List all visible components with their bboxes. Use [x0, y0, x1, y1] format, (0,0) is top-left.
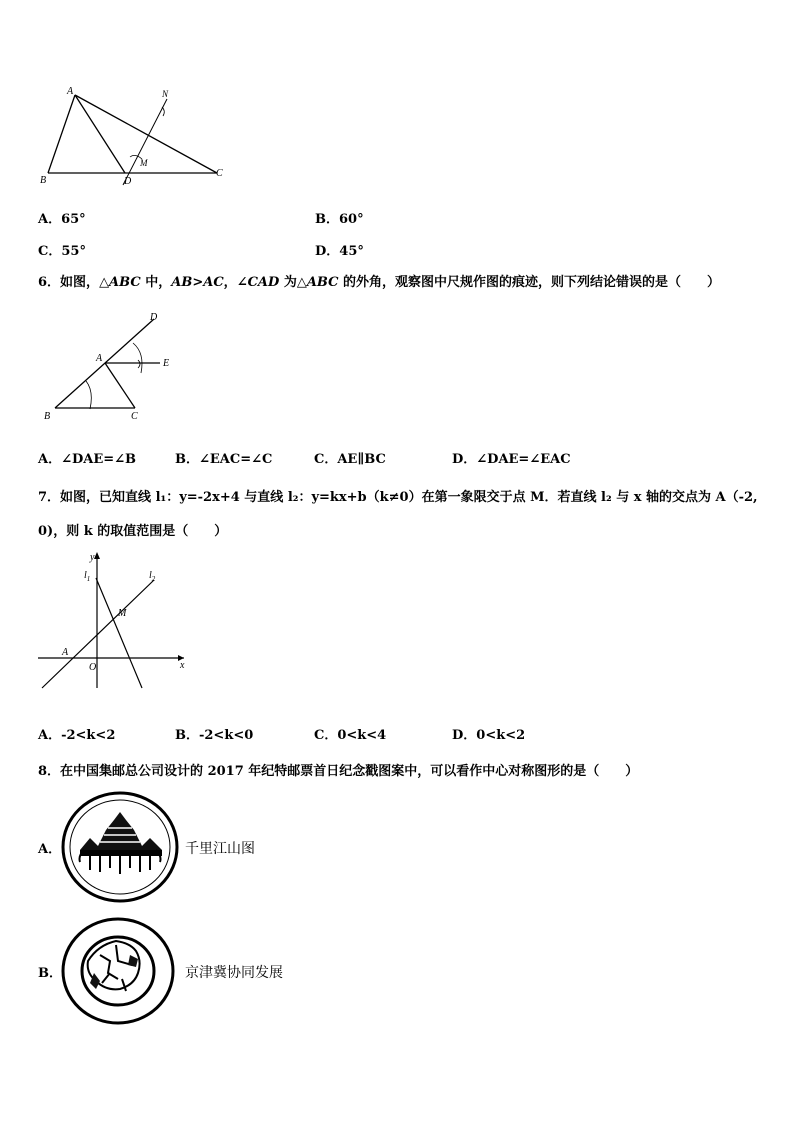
- q7-stem-line1: 7．如图，已知直线 l₁：y=-2x+4 与直线 l₂：y=kx+b（k≠0）在第一象限交于点 M．若直线 l₂ 与 x 轴的交点为 A（-2,: [38, 490, 758, 505]
- q6-option-d[interactable]: D．∠DAE=∠EAC: [452, 452, 571, 467]
- q6-stem-mid3: 为: [279, 275, 297, 290]
- q5-option-d[interactable]: D．45°: [315, 244, 364, 259]
- q7-figure: [34, 548, 194, 693]
- q5-figure: [35, 85, 235, 190]
- q8-option-a-label[interactable]: A．: [38, 842, 62, 857]
- fig6-label-c: C: [131, 411, 138, 422]
- q7-option-b[interactable]: B．-2<k<0: [175, 728, 254, 743]
- q8-stamp-b[interactable]: [60, 915, 180, 1030]
- q6-stem: [38, 271, 720, 290]
- q6-stem-angle: ∠CAD: [236, 275, 280, 290]
- q5-option-b[interactable]: B．60°: [315, 212, 364, 227]
- fig7-label-x: x: [180, 660, 185, 671]
- fig5-label-n: N: [162, 89, 169, 99]
- q5-option-a[interactable]: A．65°: [38, 212, 86, 227]
- q7-option-a[interactable]: A．-2<k<2: [38, 728, 116, 743]
- fig5-label-d: D: [124, 176, 132, 187]
- q6-option-b[interactable]: B．∠EAC=∠C: [175, 452, 273, 467]
- q8-stamp-a[interactable]: [60, 790, 185, 905]
- q6-option-a[interactable]: A．∠DAE=∠B: [38, 452, 137, 467]
- q8-caption-a: 千里江山图: [185, 841, 255, 857]
- q7-option-d[interactable]: D．0<k<2: [452, 728, 526, 743]
- fig7-label-l2: $l_2$: [149, 570, 156, 583]
- fig7-label-o: O: [89, 662, 97, 673]
- q8-caption-b: 京津冀协同发展: [185, 965, 283, 981]
- q7-option-c[interactable]: C．0<k<4: [314, 728, 387, 743]
- fig5-label-c: C: [216, 168, 223, 179]
- q7-stem-line2: 0)，则 k 的取值范围是（ ）: [38, 524, 228, 539]
- fig5-label-a: A: [67, 86, 74, 97]
- q6-stem-prefix: 如图，: [60, 275, 100, 290]
- q6-number: 6．: [38, 275, 61, 290]
- fig7-label-m: M: [118, 608, 127, 619]
- q6-stem-mid1: 中，: [140, 275, 172, 290]
- q6-stem-mid2: ，: [223, 275, 237, 290]
- q6-option-c[interactable]: C．AE∥BC: [314, 452, 386, 467]
- q5-option-c[interactable]: C．55°: [38, 244, 86, 259]
- fig7-label-y: y: [90, 552, 95, 563]
- q6-stem-tri2: △ABC: [296, 275, 339, 290]
- fig6-label-b: B: [44, 411, 51, 422]
- fig6-label-e: E: [163, 358, 170, 369]
- q6-figure: [38, 305, 188, 425]
- q6-stem-suffix: 的外角，观察图中尺规作图的痕迹，则下列结论错误的是（ ）: [338, 275, 721, 290]
- q8-stem: 8．在中国集邮总公司设计的 2017 年纪特邮票首日纪念戳图案中，可以看作中心对称图形的是（ ）: [38, 764, 639, 779]
- fig6-label-d: D: [150, 312, 158, 323]
- q8-option-b-label[interactable]: B．: [38, 966, 62, 981]
- fig6-label-a: A: [96, 353, 103, 364]
- fig5-label-b: B: [40, 175, 47, 186]
- fig7-label-l1: $l_1$: [84, 570, 91, 583]
- fig5-label-m: M: [140, 158, 148, 168]
- fig7-label-a: A: [62, 647, 69, 658]
- q6-stem-tri1: △ABC: [99, 275, 141, 290]
- q6-stem-cond: AB>AC: [171, 275, 224, 290]
